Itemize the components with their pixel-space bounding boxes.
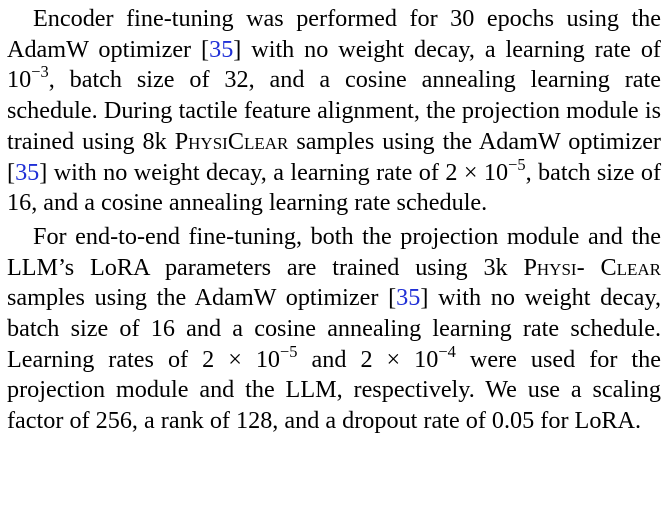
text-span: were used for the projection module and the LLM, respectively. We use a scaling factor of 256, a rank of 128, and a dropout rate of 0.05 for LoRA.: [7, 345, 661, 435]
math-base: 10: [7, 66, 32, 94]
text-span: For end-to-end fine-tuning, both the projection module and the LLM’s LoRA parameters are trained using 3k: [7, 222, 661, 281]
text-span: samples using the AdamW optimizer [: [7, 127, 661, 186]
math-learning-rate: [7, 62, 49, 94]
math-base: 2 × 10: [445, 158, 509, 186]
citation-link[interactable]: 35: [15, 158, 40, 186]
text-span: samples using the AdamW optimizer [: [7, 284, 397, 312]
paragraph-encoder-finetuning: [7, 4, 661, 219]
math-base: 2 × 10: [360, 345, 439, 373]
math-exponent: −4: [438, 341, 456, 361]
dataset-name-part1: Physi-: [523, 253, 585, 281]
text-span: , batch size of 32, and a cosine annealing learning rate schedule. During tactile feature alignment, the projection module is trained using 8k: [7, 66, 661, 155]
dataset-name: PhysiClear: [174, 127, 289, 155]
math-exponent: −3: [31, 62, 49, 82]
math-base: 2 × 10: [202, 345, 281, 373]
text-span: , batch size of 16, and a cosine annealing learning rate schedule.: [7, 158, 661, 217]
text-span: ] with no weight decay, a learning rate of: [233, 35, 661, 63]
math-learning-rate: [202, 341, 298, 373]
text-span: ] with no weight decay, a learning rate of: [39, 158, 446, 186]
dataset-name-part2: Clear: [600, 253, 661, 281]
citation-link[interactable]: 35: [396, 284, 421, 312]
math-exponent: −5: [508, 154, 526, 174]
text-span: Encoder fine-tuning was performed for 30 epochs using the AdamW optimizer [: [7, 5, 661, 63]
math-learning-rate: [445, 154, 526, 186]
math-learning-rate: [360, 341, 456, 373]
text-span: ] with no weight decay, batch size of 16 and a cosine annealing learning rate schedule. Learning rates of: [7, 284, 661, 373]
math-exponent: −5: [280, 341, 298, 361]
paragraph-end-to-end-finetuning: [7, 222, 661, 437]
text-span: and: [297, 345, 361, 373]
citation-link[interactable]: 35: [209, 35, 234, 63]
